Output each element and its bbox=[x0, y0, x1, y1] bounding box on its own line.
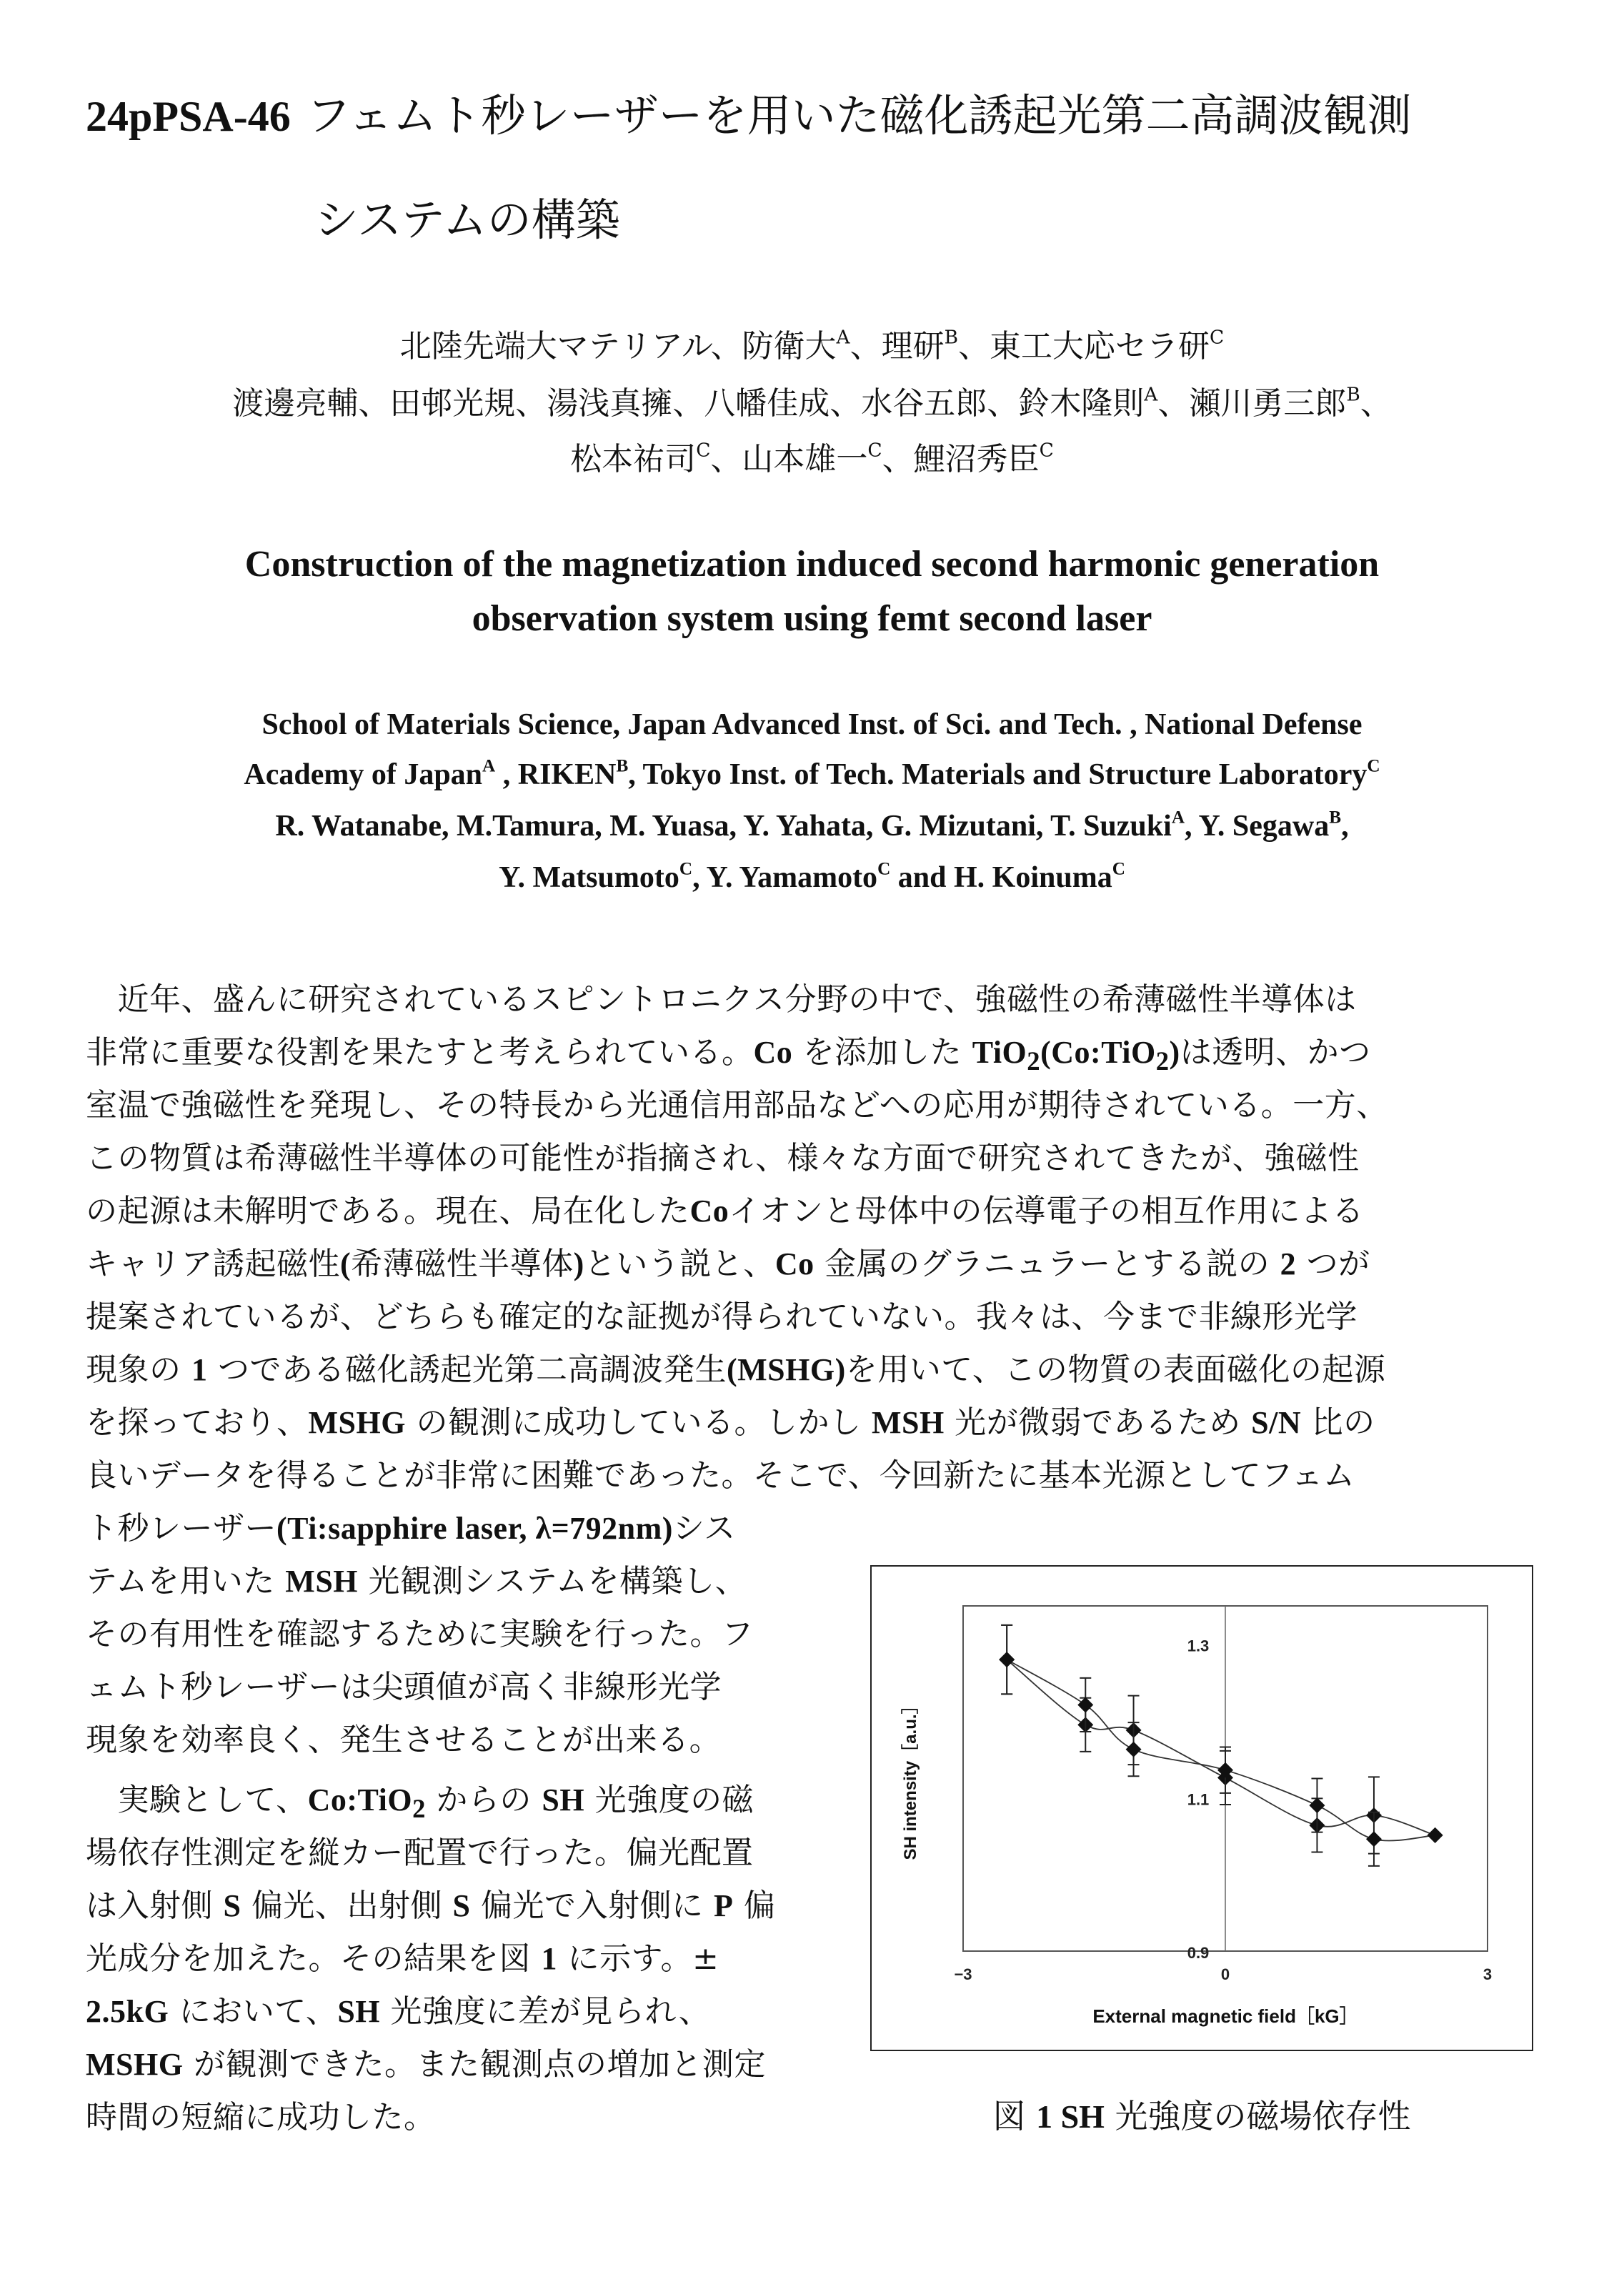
figure-frame bbox=[870, 1565, 1533, 2051]
data-point bbox=[1366, 1831, 1382, 1847]
body-line: 2.5kG において、SH 光強度に差が見られ、 bbox=[86, 1993, 711, 2030]
english-title-line2: observation system using femt second laser bbox=[472, 598, 1152, 639]
english-authors-line2: Y. Matsumoto$^C$, Y. Yamamoto$^C$ and H. Koinuma$^C$ bbox=[499, 859, 1125, 894]
body-line: 現象を効率良く、発生させることが出来る。 bbox=[86, 1722, 722, 1758]
y-tick-label: 1.1 bbox=[1187, 1790, 1210, 1809]
body-line: 場依存性測定を縦カー配置で行った。偏光配置 bbox=[86, 1835, 754, 1871]
sh-intensity-chart bbox=[872, 1567, 1532, 2050]
body-line: 現象の 1 つである磁化誘起光第二高調波発生(MSHG)を用いて、この物質の表面磁化の起源 bbox=[86, 1351, 1386, 1388]
affiliation-jp: 北陸先端大マテリアル、防衛大$^A$、理研$^B$、東工大応セラ研$^C$ bbox=[399, 326, 1225, 364]
body-line: 良いデータを得ることが非常に困難であった。そこで、今回新たに基本光源としてフェム bbox=[86, 1457, 1355, 1494]
body-line: 光成分を加えた。その結果を図 1 に示す。± bbox=[86, 1940, 719, 1977]
authors-jp-line1: 渡邊亮輔、田邨光規、湯浅真擁、八幡佳成、水谷五郎、鈴木隆則$^A$、瀬川勇三郎$^B$、 bbox=[232, 383, 1392, 422]
body-line: 提案されているが、どちらも確定的な証拠が得られていない。我々は、今まで非線形光学 bbox=[86, 1299, 1358, 1335]
y-tick-label: 1.3 bbox=[1187, 1637, 1210, 1655]
y-tick-label: 0.9 bbox=[1187, 1944, 1210, 1962]
data-point bbox=[1126, 1742, 1142, 1757]
body-line: ェムト秒レーザーは尖頭値が高く非線形光学 bbox=[86, 1669, 722, 1705]
x-axis-label: External magnetic field［kG］ bbox=[1092, 2005, 1358, 2027]
body-line: は入射側 S 偏光、出射側 S 偏光で入射側に P 偏 bbox=[86, 1887, 776, 1924]
data-point bbox=[1309, 1797, 1325, 1813]
authors-jp-line2: 松本祐司$^C$、山本雄一$^C$、鯉沼秀臣$^C$ bbox=[570, 439, 1054, 477]
body-line: ト秒レーザー(Ti:sapphire laser, λ=792nm)シス bbox=[86, 1510, 736, 1547]
body-line: キャリア誘起磁性(希薄磁性半導体)という説と、Co 金属のグラニュラーとする説の 2 つが bbox=[86, 1246, 1370, 1282]
data-point bbox=[1428, 1827, 1443, 1843]
body-line: を探っており、MSHG の観測に成功している。しかし MSH 光が微弱であるため S/N 比の bbox=[86, 1404, 1375, 1441]
body-line: 近年、盛んに研究されているスピントロニクス分野の中で、強磁性の希薄磁性半導体は bbox=[86, 981, 1357, 1018]
body-line: 室温で強磁性を発現し、その特長から光通信用部品などへの応用が期待されている。一方、 bbox=[86, 1087, 1388, 1123]
english-affiliation-line2: Academy of Japan$^A$ , $RIKEN^B$, Tokyo Inst. of Tech. Materials and Structure Laboratory$^C$ bbox=[244, 756, 1380, 791]
body-line: その有用性を確認するために実験を行った。フ bbox=[86, 1616, 754, 1652]
body-line: の起源は未解明である。現在、局在化したCoイオンと母体中の伝導電子の相互作用による bbox=[86, 1193, 1364, 1229]
title-jp-line1: フェムト秒レーザーを用いた磁化誘起光第二高調波観測 bbox=[306, 89, 1412, 142]
body-line: 実験として、Co:TiO$_2$ からの SH 光強度の磁 bbox=[86, 1782, 754, 1823]
figure-caption: 図 1 SH 光強度の磁場依存性 bbox=[992, 2097, 1411, 2135]
page-title bbox=[86, 80, 1412, 144]
paper-id: 24pPSA-46 bbox=[86, 93, 291, 140]
english-affiliation-line1: School of Materials Science, Japan Advanced Inst. of Sci. and Tech. , National Defense bbox=[261, 708, 1363, 741]
body-line: MSHG が観測できた。また観測点の増加と測定 bbox=[86, 2046, 766, 2083]
body-line: この物質は希薄磁性半導体の可能性が指摘され、様々な方面で研究されてきたが、強磁性 bbox=[86, 1140, 1360, 1176]
x-tick-label: 3 bbox=[1483, 1965, 1493, 1983]
body-line: 時間の短縮に成功した。 bbox=[86, 2099, 436, 2135]
x-tick-label: −3 bbox=[954, 1965, 972, 1983]
body-line: テムを用いた MSH 光観測システムを構築し、 bbox=[86, 1563, 747, 1599]
english-title-line1: Construction of the magnetization induced second harmonic generation bbox=[244, 544, 1380, 585]
title-jp-line2: システムの構築 bbox=[314, 194, 620, 246]
x-tick-label: 0 bbox=[1220, 1965, 1230, 1983]
english-authors-line1: R. Watanabe, M.Tamura, M. Yuasa, Y. Yahata, G. Mizutani, T. Suzuki$^A$, Y. Segawa$^B$, bbox=[275, 808, 1349, 843]
data-point bbox=[1077, 1697, 1093, 1712]
y-axis-label: SH intensity［a.u.］ bbox=[901, 1697, 920, 1860]
body-line: 非常に重要な役割を果たすと考えられている。Co を添加した TiO$_2$(Co:TiO$_2$)は透明、かつ bbox=[86, 1034, 1371, 1076]
